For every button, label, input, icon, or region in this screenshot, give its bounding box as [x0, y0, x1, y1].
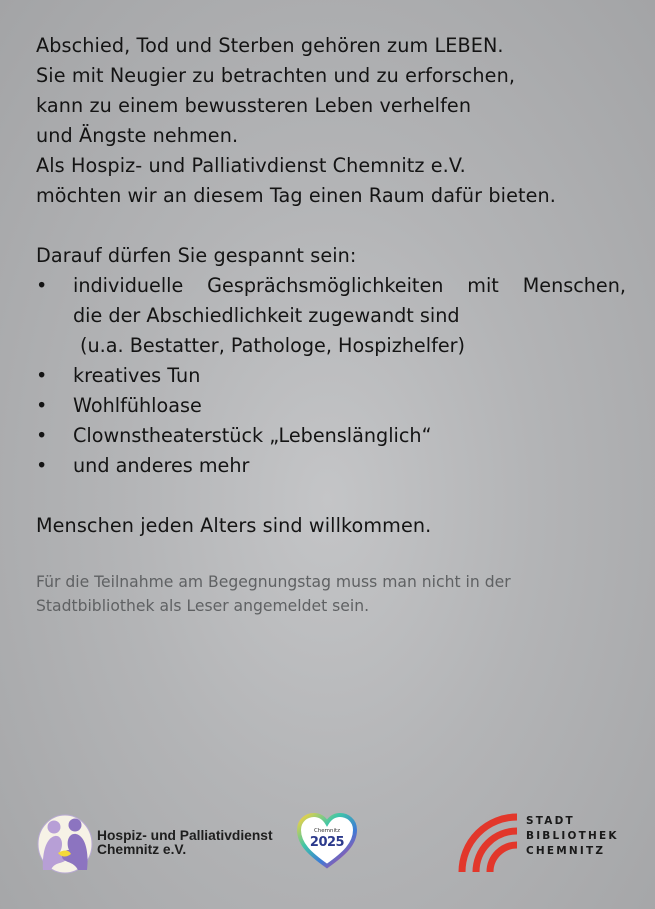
bullet-marker: •	[36, 274, 48, 297]
heart-small-text: Chemnitz	[313, 828, 341, 834]
list-item-text: und anderes mehr	[73, 454, 250, 477]
hospiz-logo-text	[97, 829, 273, 857]
list-item	[36, 271, 626, 361]
bullet-marker: •	[36, 394, 48, 417]
teaser-line: Darauf dürfen Sie gespannt sein:	[36, 244, 357, 267]
list-item-text: individuelle Gesprächsmöglichkeiten mit Menschen,	[73, 274, 626, 297]
bullet-marker: •	[36, 424, 48, 447]
list-item-text: kreatives Tun	[73, 364, 201, 387]
stadtbibliothek-words	[526, 814, 619, 874]
arcs-icon	[458, 812, 518, 874]
intro-line: Abschied, Tod und Sterben gehören zum LEBEN.	[36, 34, 504, 57]
intro-line: möchten wir an diesem Tag einen Raum dafür bieten.	[36, 184, 556, 207]
list-item-text: Clownstheaterstück „Lebenslänglich“	[73, 424, 432, 447]
program-list	[36, 271, 626, 481]
two-people-caring-icon	[36, 812, 94, 874]
hospiz-logo-line: Hospiz- und Palliativdienst	[97, 828, 273, 843]
heart-number: 2025	[309, 835, 345, 850]
intro-paragraph	[36, 31, 556, 211]
intro-line: und Ängste nehmen.	[36, 124, 239, 147]
list-item-text: (u.a. Bestatter, Pathologe, Hospizhelfer)	[80, 334, 466, 357]
note-line: Stadtbibliothek als Leser angemeldet sein.	[36, 597, 370, 615]
list-item	[36, 361, 626, 391]
list-item-text: die der Abschiedlichkeit zugewandt sind	[73, 304, 460, 327]
intro-line: Sie mit Neugier zu betrachten und zu erforschen,	[36, 64, 516, 87]
list-item-text: Wohlfühloase	[73, 394, 202, 417]
chemnitz-2025-logo	[296, 812, 358, 874]
welcome-line: Menschen jeden Alters sind willkommen.	[36, 514, 432, 537]
membership-note	[36, 570, 596, 618]
stadtbibliothek-logo	[458, 812, 619, 874]
hospiz-logo-line: Chemnitz e.V.	[97, 842, 187, 857]
list-item	[36, 451, 626, 481]
bullet-marker: •	[36, 364, 48, 387]
list-item	[36, 391, 626, 421]
hospiz-logo	[36, 812, 273, 874]
stadtbibliothek-word: BIBLIOTHEK	[526, 830, 619, 842]
stadtbibliothek-word: CHEMNITZ	[526, 845, 606, 857]
intro-line: Als Hospiz- und Palliativdienst Chemnitz e.V.	[36, 154, 466, 177]
intro-line: kann zu einem bewussteren Leben verhelfen	[36, 94, 472, 117]
list-item	[36, 421, 626, 451]
bullet-marker: •	[36, 454, 48, 477]
stadtbibliothek-word: STADT	[526, 815, 575, 827]
heart-2025-logo	[296, 812, 358, 870]
note-line: Für die Teilnahme am Begegnungstag muss man nicht in der	[36, 573, 511, 591]
